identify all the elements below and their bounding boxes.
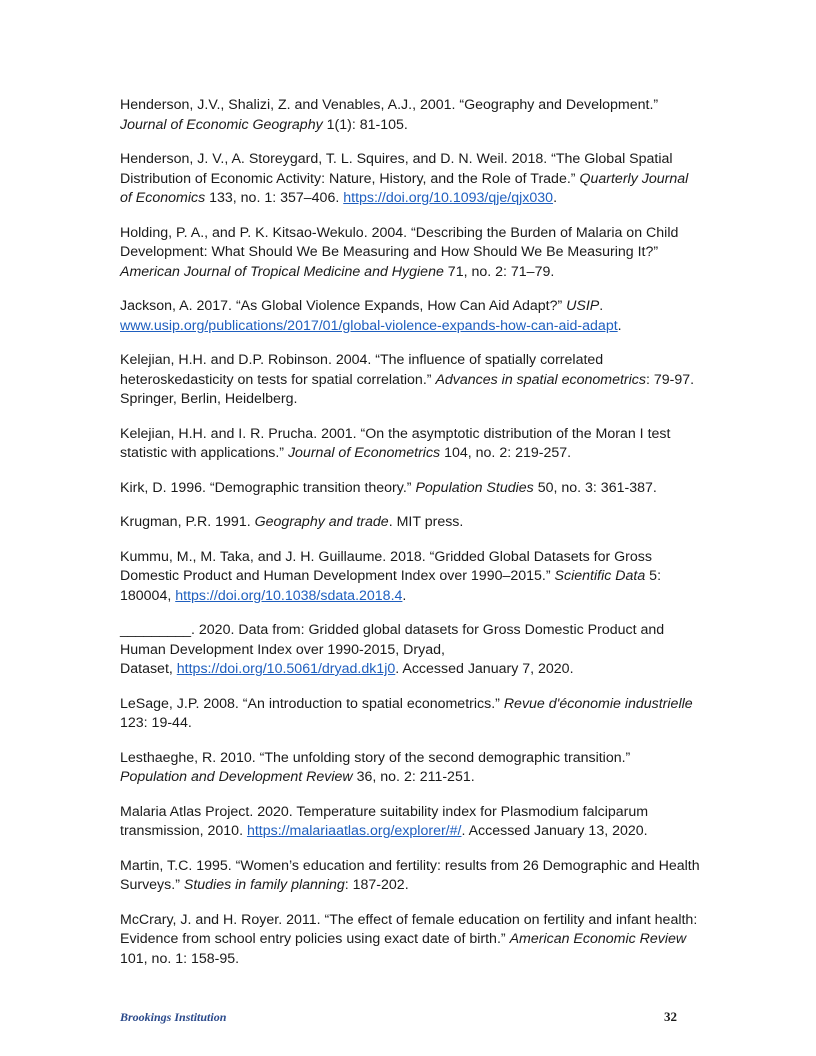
reference-entry bbox=[120, 351, 700, 410]
reference-text: Kummu, M., M. Taka, and J. H. Guillaume. 2018. “Gridded Global Datasets for Gross Domestic Product and Human Development Index over 1990–2015.” bbox=[120, 548, 652, 584]
page-number: 32 bbox=[664, 1009, 677, 1024]
reference-text: . bbox=[553, 190, 558, 206]
reference-text: . bbox=[599, 298, 604, 314]
reference-text: 36, no. 2: 211-251. bbox=[352, 769, 475, 785]
reference-list bbox=[120, 96, 700, 984]
reference-entry bbox=[120, 911, 700, 970]
reference-source-title: Revue d'économie industrielle bbox=[503, 695, 693, 712]
reference-link[interactable]: www.usip.org/publications/2017/01/global-violence-expands-how-can-aid-adapt bbox=[120, 317, 618, 334]
footer-publisher: Brookings Institution bbox=[120, 1010, 227, 1024]
reference-text: Henderson, J.V., Shalizi, Z. and Venables, A.J., 2001. “Geography and Development.” bbox=[120, 97, 659, 113]
reference-text: 104, no. 2: 219-257. bbox=[440, 445, 572, 461]
reference-text: Kelejian, H.H. and D.P. Robinson. 2004. “The influence of spatially correlated heteroskedasticity on tests for spatial correlation.” bbox=[120, 352, 604, 388]
reference-entry bbox=[120, 695, 700, 734]
reference-text: _________. 2020. Data from: Gridded global datasets for Gross Domestic Product and Human Development Index over 1990-2015, Dryad, bbox=[120, 622, 665, 658]
reference-text: : 187-202. bbox=[344, 877, 409, 893]
reference-text: . bbox=[617, 317, 622, 334]
reference-text: McCrary, J. and H. Royer. 2011. “The effect of female education on fertility and infant health: Evidence from school entry policies using exact date of birth.” bbox=[120, 911, 698, 947]
reference-text: Holding, P. A., and P. K. Kitsao-Wekulo. 2004. “Describing the Burden of Malaria on Child Development: What Should We Be Measuring and How Should We Be Measuring It?” bbox=[120, 224, 679, 260]
reference-text: Lesthaeghe, R. 2010. “The unfolding story of the second demographic transition.” bbox=[120, 749, 631, 766]
reference-entry bbox=[120, 425, 700, 464]
reference-text: LeSage, J.P. 2008. “An introduction to spatial econometrics.” bbox=[120, 695, 504, 712]
reference-entry bbox=[120, 479, 700, 499]
reference-source-title: Quarterly Journal of Economics bbox=[120, 170, 689, 206]
reference-text: Jackson, A. 2017. “As Global Violence Expands, How Can Aid Adapt?” bbox=[120, 298, 567, 314]
reference-text: . MIT press. bbox=[388, 514, 464, 530]
reference-text: 50, no. 3: 361-387. bbox=[533, 479, 657, 496]
reference-text: 5: 180004, bbox=[120, 568, 662, 604]
reference-text: Malaria Atlas Project. 2020. Temperature suitability index for Plasmodium falciparum transmission, 2010. bbox=[120, 803, 649, 839]
reference-source-title: Scientific Data bbox=[554, 568, 646, 584]
reference-text: 71, no. 2: 71–79. bbox=[443, 263, 555, 280]
reference-text: 123: 19-44. bbox=[120, 715, 192, 731]
reference-source-title: American Economic Review bbox=[509, 931, 687, 947]
reference-source-title: Studies in family planning bbox=[183, 877, 345, 893]
reference-link[interactable]: https://doi.org/10.5061/dryad.dk1j0 bbox=[176, 661, 396, 677]
reference-text: Henderson, J. V., A. Storeygard, T. L. Squires, and D. N. Weil. 2018. “The Global Spatial Distribution of Economic Activity: Nature, History, and the Role of Trade.” bbox=[120, 151, 673, 187]
reference-entry bbox=[120, 224, 700, 283]
reference-source-title: American Journal of Tropical Medicine and Hygiene bbox=[120, 263, 444, 280]
reference-link[interactable]: https://malariaatlas.org/explorer/#/ bbox=[246, 823, 462, 839]
reference-entry bbox=[120, 513, 700, 533]
reference-text: Martin, T.C. 1995. “Women’s education and fertility: results from 26 Demographic and Health Surveys.” bbox=[120, 857, 700, 893]
reference-entry bbox=[120, 297, 700, 336]
reference-text: . Accessed January 7, 2020. bbox=[395, 661, 574, 677]
reference-source-title: USIP bbox=[566, 298, 600, 314]
reference-source-title: Population and Development Review bbox=[120, 769, 353, 785]
reference-source-title: Population Studies bbox=[415, 479, 534, 496]
reference-text: Krugman, P.R. 1991. bbox=[120, 514, 255, 530]
reference-entry bbox=[120, 548, 700, 607]
reference-source-title: Journal of Economic Geography bbox=[120, 116, 323, 133]
reference-text: : 79-97. Springer, Berlin, Heidelberg. bbox=[120, 371, 695, 407]
reference-text: 133, no. 1: 357–406. bbox=[205, 190, 344, 206]
reference-source-title: Journal of Econometrics bbox=[287, 445, 441, 461]
reference-link[interactable]: https://doi.org/10.1038/sdata.2018.4 bbox=[175, 587, 403, 604]
reference-text: 101, no. 1: 158-95. bbox=[120, 950, 240, 967]
reference-text: 1(1): 81-105. bbox=[322, 116, 408, 133]
reference-entry bbox=[120, 621, 700, 680]
reference-text: Kirk, D. 1996. “Demographic transition theory.” bbox=[120, 479, 416, 496]
reference-entry bbox=[120, 150, 700, 209]
reference-text: Kelejian, H.H. and I. R. Prucha. 2001. “On the asymptotic distribution of the Moran I test statistic with applications.” bbox=[120, 425, 671, 461]
reference-text: Dataset, bbox=[120, 661, 177, 677]
reference-source-title: Geography and trade bbox=[254, 514, 389, 530]
reference-entry bbox=[120, 749, 700, 788]
reference-entry bbox=[120, 857, 700, 896]
reference-entry bbox=[120, 803, 700, 842]
reference-text: . bbox=[402, 587, 407, 604]
reference-source-title: Advances in spatial econometrics bbox=[435, 371, 646, 388]
reference-entry bbox=[120, 96, 700, 135]
reference-link[interactable]: https://doi.org/10.1093/qje/qjx030 bbox=[343, 190, 554, 206]
reference-text: . Accessed January 13, 2020. bbox=[461, 823, 648, 839]
